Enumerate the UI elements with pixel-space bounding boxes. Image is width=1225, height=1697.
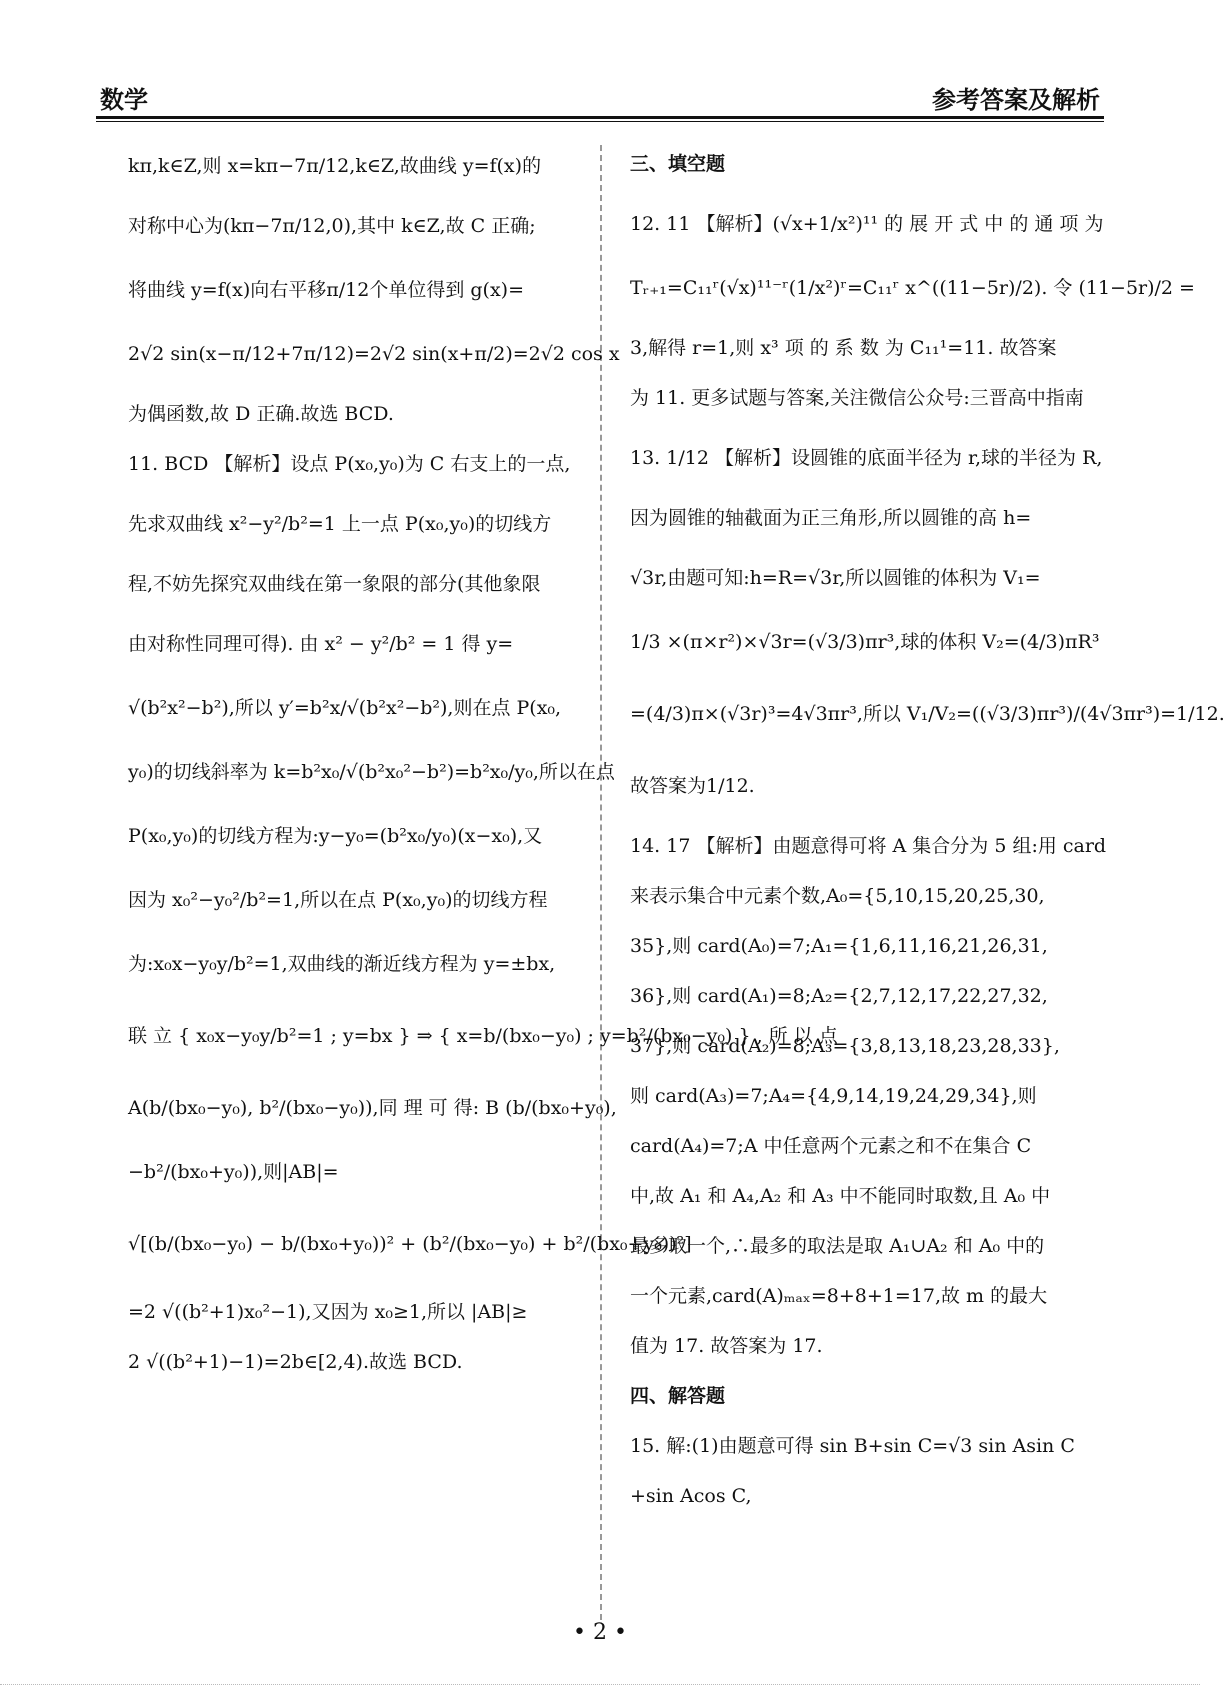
text-line: 11. BCD 【解析】设点 P(x₀,y₀)为 C 右支上的一点, <box>128 453 571 475</box>
text-line: 由对称性同理可得). 由 x² − y²/b² = 1 得 y= <box>128 633 514 655</box>
header-rule-thin <box>96 121 1104 122</box>
text-line: 因为圆锥的轴截面为正三角形,所以圆锥的高 h= <box>630 507 1032 529</box>
header-rule-thick <box>96 116 1104 119</box>
text-line: 为:x₀x−y₀y/b²=1,双曲线的渐近线方程为 y=±bx, <box>128 953 556 975</box>
text-line: 2√2 sin(x−π/12+7π/12)=2√2 sin(x+π/2)=2√2 cos x <box>128 343 620 365</box>
text-line: 13. 1/12 【解析】设圆锥的底面半径为 r,球的半径为 R, <box>630 447 1103 469</box>
text-line: 值为 17. 故答案为 17. <box>630 1335 823 1357</box>
text-line: 3,解得 r=1,则 x³ 项 的 系 数 为 C₁₁¹=11. 故答案 <box>630 337 1057 359</box>
column-divider <box>600 145 602 1620</box>
text-line: 中,故 A₁ 和 A₄,A₂ 和 A₃ 中不能同时取数,且 A₀ 中 <box>630 1185 1051 1207</box>
text-line: y₀)的切线斜率为 k=b²x₀/√(b²x₀²−b²)=b²x₀/y₀,所以在点 <box>128 761 615 783</box>
text-line: √(b²x²−b²),所以 y′=b²x/√(b²x²−b²),则在点 P(x₀, <box>128 697 562 719</box>
section-heading: 四、解答题 <box>630 1385 726 1407</box>
section-heading: 三、填空题 <box>630 153 726 175</box>
text-line: 故答案为1/12. <box>630 775 755 797</box>
text-line: 15. 解:(1)由题意可得 sin B+sin C=√3 sin Asin C <box>630 1435 1075 1457</box>
text-line: √3r,由题可知:h=R=√3r,所以圆锥的体积为 V₁= <box>630 567 1041 589</box>
text-line: A(b/(bx₀−y₀), b²/(bx₀−y₀)),同 理 可 得: B (b/(bx₀+y₀), <box>128 1097 617 1119</box>
text-line: 12. 11 【解析】(√x+1/x²)¹¹ 的 展 开 式 中 的 通 项 为 <box>630 213 1104 235</box>
text-line: 2 √((b²+1)−1)=2b∈[2,4).故选 BCD. <box>128 1351 463 1373</box>
text-line: =2 √((b²+1)x₀²−1),又因为 x₀≥1,所以 |AB|≥ <box>128 1301 528 1323</box>
text-line: 36},则 card(A₁)=8;A₂={2,7,12,17,22,27,32, <box>630 985 1048 1007</box>
text-line: +sin Acos C, <box>630 1485 752 1507</box>
text-line: 为偶函数,故 D 正确.故选 BCD. <box>128 403 394 425</box>
right-column <box>630 138 1225 1524</box>
text-line: 程,不妨先探究双曲线在第一象限的部分(其他象限 <box>128 573 541 595</box>
text-line: 对称中心为(kπ−7π/12,0),其中 k∈Z,故 C 正确; <box>128 215 536 237</box>
subject-header: 数学 <box>100 86 148 114</box>
text-line: −b²/(bx₀+y₀)),则|AB|= <box>128 1161 339 1183</box>
text-line: 来表示集合中元素个数,A₀={5,10,15,20,25,30, <box>630 885 1045 907</box>
text-line: 最多取一个,∴最多的取法是取 A₁∪A₂ 和 A₀ 中的 <box>630 1235 1045 1257</box>
text-line: 联 立 { x₀x−y₀y/b²=1 ; y=bx } ⇒ { x=b/(bx₀−y₀) ; y=b²/(bx₀−y₀) } , 所 以 点 <box>128 1025 838 1047</box>
text-line: 将曲线 y=f(x)向右平移π/12个单位得到 g(x)= <box>128 279 524 301</box>
text-line: 一个元素,card(A)ₘₐₓ=8+8+1=17,故 m 的最大 <box>630 1285 1048 1307</box>
footer-dotted-line <box>0 1684 1200 1685</box>
text-line: =(4/3)π×(√3r)³=4√3πr³,所以 V₁/V₂=((√3/3)πr³)/(4√3πr³)=1/12. <box>630 703 1225 725</box>
text-line: 因为 x₀²−y₀²/b²=1,所以在点 P(x₀,y₀)的切线方程 <box>128 889 548 911</box>
text-line: Tᵣ₊₁=C₁₁ʳ(√x)¹¹⁻ʳ(1/x²)ʳ=C₁₁ʳ x^((11−5r)/2). 令 (11−5r)/2 = <box>630 277 1195 299</box>
text-line: card(A₄)=7;A 中任意两个元素之和不在集合 C <box>630 1135 1032 1157</box>
text-line: 则 card(A₃)=7;A₄={4,9,14,19,24,29,34},则 <box>630 1085 1037 1107</box>
text-line: 为 11. 更多试题与答案,关注微信公众号:三晋高中指南 <box>630 387 1084 409</box>
page-number: • 2 • <box>573 1620 627 1645</box>
text-line: 37},则 card(A₂)=8;A₃={3,8,13,18,23,28,33}, <box>630 1035 1060 1057</box>
doc-title-header: 参考答案及解析 <box>932 86 1100 114</box>
text-line: 35},则 card(A₀)=7;A₁={1,6,11,16,21,26,31, <box>630 935 1048 957</box>
text-line: 先求双曲线 x²−y²/b²=1 上一点 P(x₀,y₀)的切线方 <box>128 513 552 535</box>
text-line: 1/3 ×(π×r²)×√3r=(√3/3)πr³,球的体积 V₂=(4/3)πR³ <box>630 631 1100 653</box>
text-line: kπ,k∈Z,则 x=kπ−7π/12,k∈Z,故曲线 y=f(x)的 <box>128 155 542 177</box>
text-line: 14. 17 【解析】由题意得可将 A 集合分为 5 组:用 card <box>630 835 1107 857</box>
text-line: P(x₀,y₀)的切线方程为:y−y₀=(b²x₀/y₀)(x−x₀),又 <box>128 825 543 847</box>
text-line: √[(b/(bx₀−y₀) − b/(bx₀+y₀))² + (b²/(bx₀−y₀) + b²/(bx₀+y₀))²] <box>128 1233 692 1255</box>
